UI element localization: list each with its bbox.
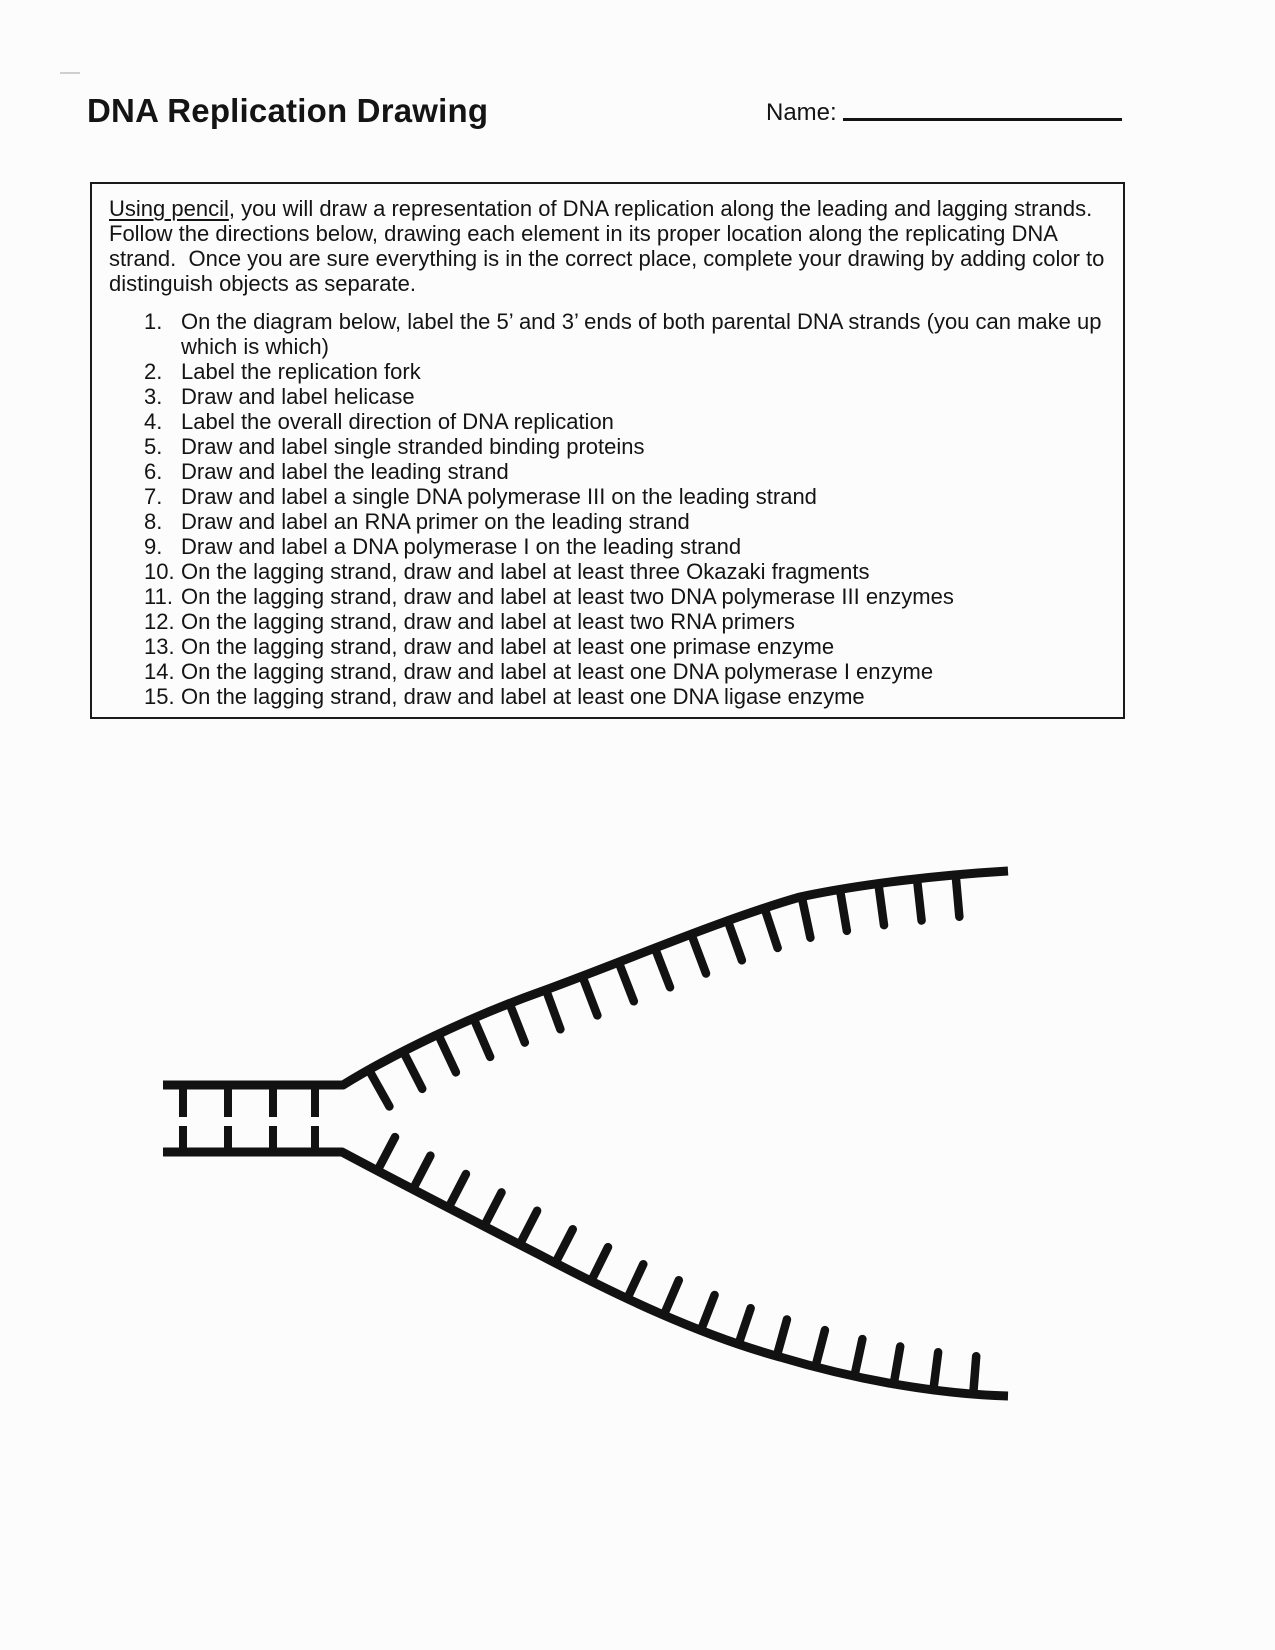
- instruction-text: On the lagging strand, draw and label at least two DNA polymerase III enzymes: [181, 584, 954, 609]
- instruction-text: On the lagging strand, draw and label at least two RNA primers: [181, 609, 795, 634]
- instruction-text: Draw and label a DNA polymerase I on the leading strand: [181, 534, 742, 559]
- instruction-number: 1.: [144, 309, 163, 334]
- instruction-number: 9.: [144, 534, 163, 559]
- instruction-number: 3.: [144, 384, 163, 409]
- instruction-text: Draw and label the leading strand: [181, 459, 509, 484]
- instructions-intro-rest: , you will draw a representation of DNA replication along the leading and lagging strands. Follow the directions below, drawing each element in its proper location along the replicating DNA strand. Once you are sure everything is in the correct place, complete your drawing by adding color to distinguish objects as separate.: [109, 196, 1105, 296]
- instruction-text: Label the replication fork: [181, 359, 421, 384]
- instruction-text: Label the overall direction of DNA replication: [181, 409, 614, 434]
- page-title: DNA Replication Drawing: [87, 92, 489, 129]
- instruction-text: On the lagging strand, draw and label at least one DNA ligase enzyme: [181, 684, 865, 709]
- instruction-text: On the lagging strand, draw and label at least three Okazaki fragments: [181, 559, 870, 584]
- instruction-number: 10.: [144, 559, 175, 584]
- instruction-number: 14.: [144, 659, 175, 684]
- instruction-text: Draw and label helicase: [181, 384, 415, 409]
- instruction-text: On the diagram below, label the 5’ and 3’ ends of both parental DNA strands (you can make up which is which): [181, 309, 1102, 359]
- instruction-number: 11.: [144, 584, 173, 609]
- instruction-number: 7.: [144, 484, 163, 509]
- instruction-number: 13.: [144, 634, 175, 659]
- instruction-text: Draw and label single stranded binding proteins: [181, 434, 645, 459]
- instruction-number: 5.: [144, 434, 163, 459]
- instruction-text: On the lagging strand, draw and label at least one primase enzyme: [181, 634, 835, 659]
- instruction-number: 2.: [144, 359, 163, 384]
- instruction-number: 12.: [144, 609, 175, 634]
- instructions-intro-underlined: Using pencil: [109, 196, 229, 221]
- instruction-text: Draw and label an RNA primer on the leading strand: [181, 509, 690, 534]
- instruction-number: 6.: [144, 459, 163, 484]
- instruction-number: 4.: [144, 409, 163, 434]
- instruction-number: 15.: [144, 684, 175, 709]
- name-label: Name:: [766, 99, 837, 126]
- instruction-text: On the lagging strand, draw and label at least one DNA polymerase I enzyme: [181, 659, 934, 684]
- instruction-text: Draw and label a single DNA polymerase III on the leading strand: [181, 484, 817, 509]
- instruction-number: 8.: [144, 509, 163, 534]
